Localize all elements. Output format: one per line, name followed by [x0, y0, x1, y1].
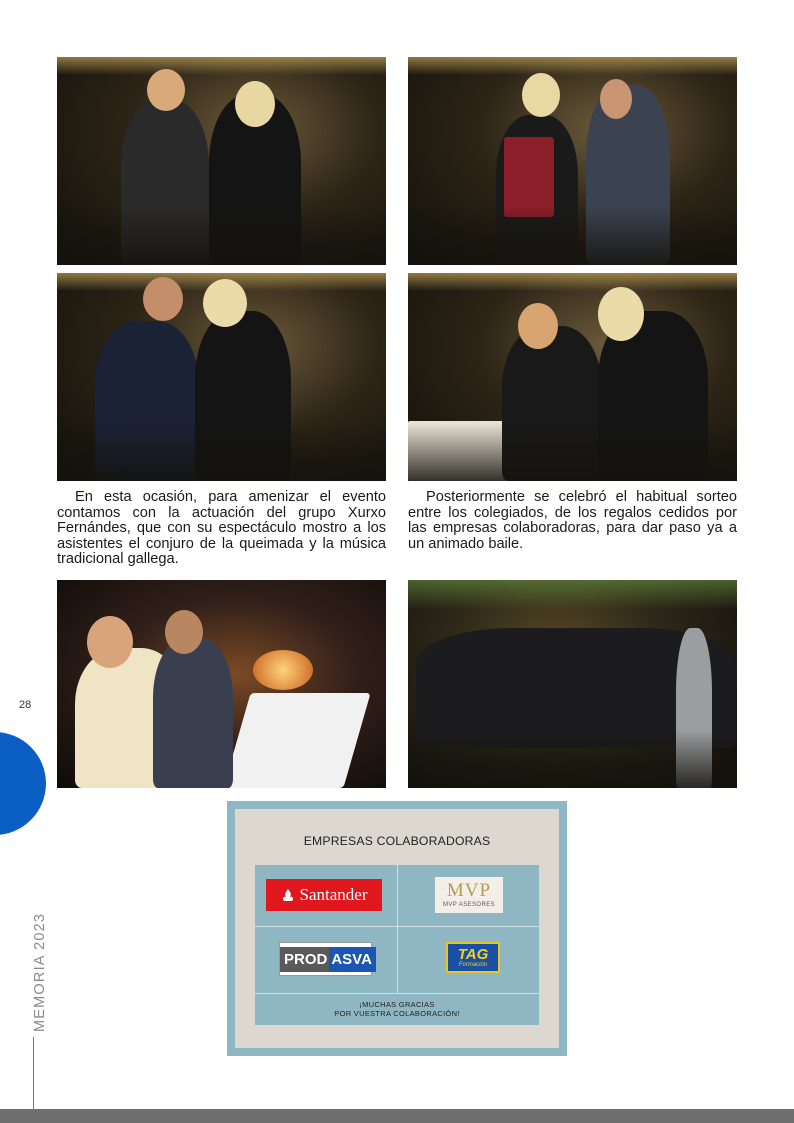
prodasva-part1: PROD [280, 947, 329, 972]
side-title: MEMORIA 2023 [32, 912, 48, 1032]
flame-icon [281, 888, 295, 902]
prodasva-part2: ASVA [329, 947, 376, 972]
mvp-subtitle: MVP ASESORES [442, 902, 496, 908]
bottom-bar [0, 1109, 794, 1123]
side-line [33, 1037, 34, 1109]
sponsors-panel [227, 801, 567, 1056]
mvp-mark: MVP [446, 880, 492, 901]
sponsors-grid [255, 865, 539, 1025]
santander-logo-text: Santander [299, 885, 368, 904]
photo-speech-with-microphone [408, 273, 737, 481]
page-number: 28 [19, 699, 32, 711]
tag-main: TAG [457, 945, 489, 963]
accent-circle [0, 732, 46, 835]
photo-guests-gathering [408, 580, 737, 788]
caption-right: Posteriormente se celebró el habitual sorteo entre los colegiados, de los regalos cedidos por las empresas colaboradoras, para dar paso ya a un animado baile. [408, 489, 737, 552]
photo-award-presentation-1 [57, 57, 386, 265]
photo-award-presentation-2 [408, 57, 737, 265]
caption-left: En esta ocasión, para amenizar el evento contamos con la actuación del grupo Xurxo Fernándes, que con su espectáculo mostro a los asistentes el conjuro de la queimada y la música tradicional gallega. [57, 489, 386, 567]
sponsors-thanks [255, 1000, 539, 1018]
santander-logo [266, 879, 382, 911]
thanks-line-1: ¡MUCHAS GRACIAS [359, 1000, 435, 1009]
prodasva-logo [279, 942, 372, 976]
sponsors-title: EMPRESAS COLABORADORAS [303, 834, 491, 848]
tag-formacion-logo [446, 942, 500, 973]
thanks-line-2: POR VUESTRA COLABORACIÓN! [334, 1009, 460, 1018]
photo-award-presentation-3 [57, 273, 386, 481]
mvp-asesores-logo [435, 877, 503, 913]
photo-queimada-performance [57, 580, 386, 788]
tag-sub: Formación [458, 961, 488, 968]
